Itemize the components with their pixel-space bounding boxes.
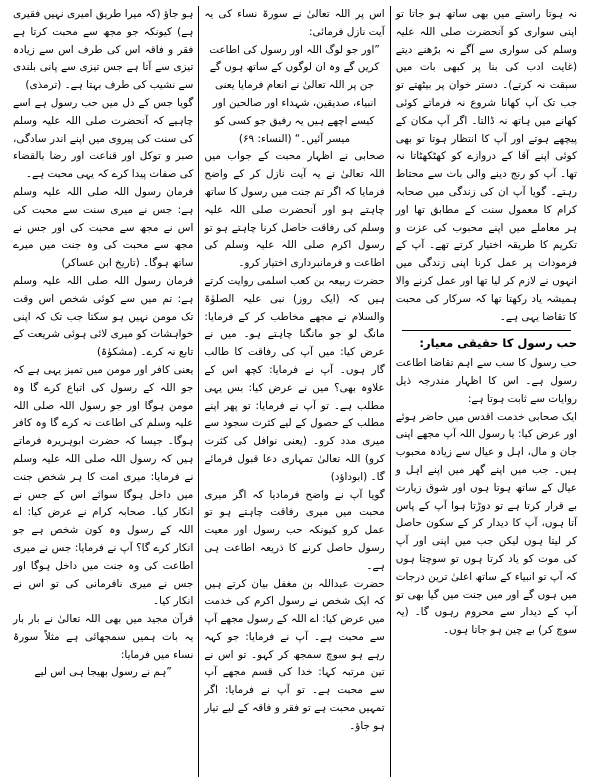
paragraph: صحابی نے اظہار محبت کے جواب میں اللہ تعالیٰ نے یہ آیت نازل کر کے واضح فرمایا کہ اگر تم جنت میں رسول کا ساتھ چاہتے ہو اور آنحضرت صلی اللہ علیہ وسلم کی رفاقت حاصل کرنا چاہتے ہو تو رسول اکرم صلی اللہ علیہ وسلم کی اطاعت و فرمانبرداری اختیار کرو۔ (204, 150, 385, 270)
paragraph: حضرت عبداللہ بن مغفل بیان کرتے ہیں کہ ایک شخص نے رسول اکرم کی خدمت میں عرض کیا: اے اللہ کے رسول مجھے آپ سے محبت ہے۔ آپ نے فرمایا: جو کہہ رہے ہو سوچ سمجھ کر کہو۔ تو اس نے تین مرتبہ کہا: خدا کی قسم مجھے آپ سے محبت ہے۔ تو آپ نے فرمایا: اگر تمہیں محبت ہے تو فقر و فاقہ کے لیے تیار ہو جاؤ۔ (204, 577, 385, 732)
paragraph: ہو جاؤ (کہ میرا طریق امیری نہیں فقیری ہے) کیونکہ جو مجھ سے محبت کرتا ہے فقر و فاقہ اس کی طرف اس سے زیادہ تیزی سے آتا ہے جس تیزی سے پانی بلندی سے نشیب کی طرف بہتا ہے۔ (ترمذی) (13, 8, 194, 92)
verse-quote: ”ہم نے رسول بھیجا ہی اس لیے (34, 666, 172, 679)
paragraph: قرآن مجید میں بھی اللہ تعالیٰ نے بار بار یہ بات ہمیں سمجھائی ہے مثلاً سورۃ نساء میں فرمایا: (13, 613, 194, 661)
section-heading: حب رسول کا حقیقی معیار: (419, 336, 577, 351)
verse-quote: ”اور جو لوگ اللہ اور رسول کی اطاعت کریں گے وہ ان لوگوں کے ساتھ ہوں گے جن پر اللہ تعالیٰ نے انعام فرمایا یعنی انبیاء، صدیقین، شہداء اور صالحین اور کیسے اچھے ہیں یہ رفیق جو کسی کو میسر آئیں۔“ (النساء: ۶۹) (209, 43, 380, 145)
paragraph: گویا جس کے دل میں حب رسول ہے اسے چاہیے کہ آنحضرت صلی اللہ علیہ وسلم کی سنت کی پیروی میں اپنے اندر سادگی، صبر و توکل اور قناعت اور رضا بالقضاء کی صفات پیدا کرے کہ یہی محبت ہے۔ (13, 96, 194, 181)
text-columns (8, 6, 582, 777)
paragraph: گویا آپ نے واضح فرمادیا کہ اگر میری محبت میں میری رفاقت چاہتے ہو تو عمل کرو کیونکہ حب رسول اور معیت رسول حاصل کرنے کا ذریعہ اطاعت ہی ہے۔ (204, 488, 385, 572)
column-right (391, 6, 582, 777)
column-middle (199, 6, 390, 777)
paragraph: ایک صحابی خدمت اقدس میں حاضر ہوئے اور عرض کیا: یا رسول اللہ آپ مجھے اپنی جان و مال، اہل و عیال سے زیادہ محبوب ہیں۔ جب میں اپنے گھر میں اپنے اہل و عیال کے ساتھ ہوتا ہوں اور شوق زیارت بے قرار کرتا ہے تو دوڑتا ہوا آپ کے پاس آتا ہوں، آپ کا دیدار کر کے سکون حاصل کر لیتا ہوں لیکن جب میں اپنی اور آپ کی موت کو یاد کرتا ہوں تو سوچتا ہوں کہ آپ تو انبیاء کے ساتھ اعلیٰ ترین درجات میں ہوں گے اور میں جنت میں گیا بھی تو آپ کے دیدار سے محروم رہوں گا۔ (یہ سوچ کر) بے چین ہو جاتا ہوں۔ (395, 410, 577, 637)
column-left (8, 6, 199, 777)
paragraph: فرمان رسول اللہ صلی اللہ علیہ وسلم ہے: جس نے میری سنت سے محبت کی اس نے مجھ سے محبت کی اور جس نے مجھ سے محبت کی وہ جنت میں میرے ساتھ ہوگا۔ (تاریخ ابن عساکر) (13, 185, 194, 270)
section-divider (402, 330, 571, 331)
paragraph: نہ ہوتا راستے میں بھی ساتھ ہو جاتا تو اپنی سواری کو آنحضرت صلی اللہ علیہ وسلم کی سواری سے آگے نہ بڑھنے دیتے (غایت ادب کی بنا پر کبھی بات میں سبقت نہ کرتے)۔ دستر خوان پر بیٹھتے تو جب تک آپ کھانا شروع نہ فرماتے کوئی کھانے میں ہاتھ نہ ڈالتا۔ اگر آپ مکان کے پیچھے ہوتے اور آپ کا انتظار ہوتا تو بھی کوئی اپنے آقا کے دروازے کو کھٹکھٹاتا نہ تھا۔ آپ کو رنج دینے والی بات سے محتاط رہتے۔ گویا آپ ان کی زندگی میں صحابہ کرام کا معمول سنت کے مطابق تھا اور ہر معاملے میں اپنے محبوب کی عزت و تکریم کا طریقہ اختیار کرتے تھے۔ آپ کے فرمودات پر عمل کرنا اپنی زندگی میں انہوں نے لازم کر لیا تھا اور عمل کرنے والا ہمیشہ یاد رکھتا تھا کہ سرکار کی محبت کا تقاضا یہی ہے۔ (395, 8, 577, 323)
paragraph: فرمان رسول اللہ صلی اللہ علیہ وسلم ہے: تم میں سے کوئی شخص اس وقت تک مومن نہیں ہو سکتا جب تک کہ اپنی خواہشات کو میری لائی ہوئی شریعت کے تابع نہ کرے۔ (مشکوٰۃ) (13, 274, 194, 359)
paragraph: یعنی کافر اور مومن میں تمیز یہی ہے کہ جو اللہ کے رسول کی اتباع کرے گا وہ مومن ہوگا اور جو رسول اللہ صلی اللہ علیہ وسلم کی اطاعت نہ کرے گا وہ کافر ہوگا۔ جیسا کہ حضرت ابوہریرہ فرماتے ہیں کہ رسول اللہ صلی اللہ علیہ وسلم نے فرمایا: میری امت کا ہر شخص جنت میں داخل ہوگا سوائے اس کے جس نے انکار کیا۔ صحابہ کرام نے عرض کیا: اے اللہ کے رسول وہ کون شخص ہے جو انکار کرے گا؟ آپ نے فرمایا: جس نے میری اطاعت کی وہ جنت میں داخل ہوگا اور جس نے میری نافرمانی کی تو اس نے انکار کیا۔ (13, 363, 194, 608)
paragraph: حب رسول کا سب سے اہم تقاضا اطاعت رسول ہے۔ اس کا اظہار مندرجہ ذیل روایات سے ثابت ہوتا ہے: (395, 357, 577, 405)
paragraph: اس پر اللہ تعالیٰ نے سورۃ نساء کی یہ آیت نازل فرمائی: (204, 8, 385, 38)
paragraph: حضرت ربیعہ بن کعب اسلمی روایت کرتے ہیں کہ (ایک روز) نبی علیہ الصلوٰۃ والسلام نے مجھے مخاطب کر کے فرمایا: مانگ لو جو مانگنا چاہتے ہو۔ میں نے عرض کیا: میں آپ کی رفاقت کا طالب گار ہوں۔ آپ نے فرمایا: کچھ اس کے علاوہ بھی؟ میں نے عرض کیا: بس یہی مطلب ہے۔ تو آپ نے فرمایا: تو پھر اپنے مطلب کے حصول کے لیے کثرت سجود سے میری مدد کرو۔ (یعنی نوافل کی کثرت کرو) اللہ تعالیٰ تمہاری دعا قبول فرمائے گا۔ (ابوداؤد) (204, 274, 385, 483)
